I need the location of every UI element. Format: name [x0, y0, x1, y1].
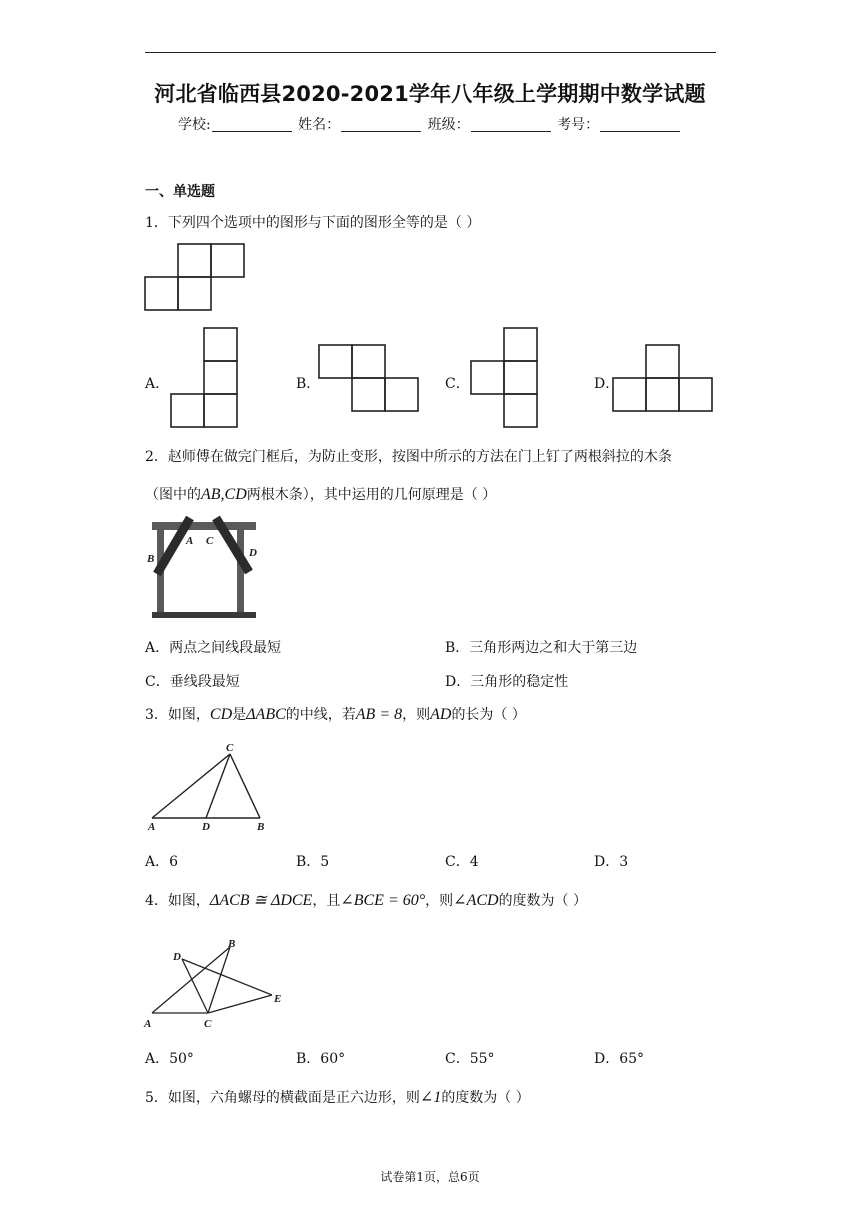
- question-4-text: 4．如图，ΔACB ≅ ΔDCE，且∠BCE = 60°，则∠ACD的度数为（ ）: [145, 892, 588, 909]
- q1-reference-figure: [140, 240, 250, 316]
- q2-math-ab-cd: AB,CD: [201, 486, 247, 503]
- question-5-text: 5．如图，六角螺母的横截面是正六边形，则∠1的度数为（ ）: [145, 1089, 530, 1106]
- q1-option-d-label[interactable]: D．: [594, 376, 620, 392]
- exam-no-label: 考号：: [557, 117, 600, 133]
- school-label: 学校:: [178, 117, 211, 133]
- q1-option-b-label[interactable]: B．: [296, 376, 321, 392]
- class-blank[interactable]: [471, 117, 551, 132]
- q4-congruent-triangles-figure: [142, 935, 292, 1031]
- q3-label-c: C: [226, 742, 234, 754]
- q4-option-c[interactable]: C．55°: [445, 1051, 495, 1067]
- q3-option-a[interactable]: A．6: [145, 854, 179, 870]
- q1-option-a-label[interactable]: A．: [145, 376, 170, 392]
- q4-label-b: B: [228, 938, 236, 950]
- q2-label-b: B: [147, 553, 155, 565]
- q4-option-a[interactable]: A．50°: [145, 1051, 194, 1067]
- q2-label-c: C: [206, 535, 214, 547]
- q4-option-d[interactable]: D．65°: [594, 1051, 645, 1067]
- exam-no-blank[interactable]: [600, 117, 680, 132]
- q4-label-c: C: [204, 1018, 212, 1030]
- name-blank[interactable]: [341, 117, 421, 132]
- q3-option-d[interactable]: D．3: [594, 854, 629, 870]
- class-label: 班级：: [427, 117, 470, 133]
- q2-option-d[interactable]: D．三角形的稳定性: [445, 674, 569, 690]
- q1-option-a-figure[interactable]: [166, 324, 242, 430]
- question-2-line-2: （图中的AB,CD两根木条），其中运用的几何原理是（ ）: [145, 486, 497, 503]
- q3-option-b[interactable]: B．5: [296, 854, 330, 870]
- q1-option-c-figure[interactable]: [466, 324, 542, 430]
- school-blank[interactable]: [212, 117, 292, 132]
- q2-option-a[interactable]: A．两点之间线段最短: [145, 640, 282, 656]
- q2-label-a: A: [186, 535, 194, 547]
- q2-door-frame-figure: [146, 514, 264, 622]
- name-label: 姓名：: [298, 117, 341, 133]
- header-rule: [145, 52, 716, 53]
- q2-option-b[interactable]: B．三角形两边之和大于第三边: [445, 640, 638, 656]
- page-title: 河北省临西县2020-2021学年八年级上学期期中数学试题: [154, 82, 706, 106]
- question-1-text: 1．下列四个选项中的图形与下面的图形全等的是（ ）: [145, 215, 481, 231]
- q1-option-b-figure[interactable]: [316, 342, 422, 418]
- q1-option-d-figure[interactable]: [608, 342, 718, 418]
- student-info-line: [178, 114, 682, 134]
- q1-option-c-label[interactable]: C．: [445, 376, 470, 392]
- question-3-text: 3．如图，CD是ΔABC的中线，若AB = 8，则AD的长为（ ）: [145, 706, 526, 723]
- question-2-line-1: 2．赵师傅在做完门框后，为防止变形，按图中所示的方法在门上钉了两根斜拉的木条: [145, 449, 672, 465]
- q2-label-d: D: [249, 547, 257, 559]
- q3-label-d: D: [202, 821, 210, 833]
- q3-label-b: B: [257, 821, 265, 833]
- q4-label-a: A: [144, 1018, 152, 1030]
- section-title: 一、单选题: [145, 184, 215, 200]
- q3-label-a: A: [148, 821, 156, 833]
- q4-label-d: D: [173, 951, 181, 963]
- q4-label-e: E: [274, 993, 282, 1005]
- q3-triangle-figure: [144, 738, 274, 834]
- q2-option-c[interactable]: C．垂线段最短: [145, 674, 240, 690]
- q4-option-b[interactable]: B．60°: [296, 1051, 346, 1067]
- page-footer: 试卷第1页，总6页: [380, 1170, 480, 1184]
- q3-option-c[interactable]: C．4: [445, 854, 479, 870]
